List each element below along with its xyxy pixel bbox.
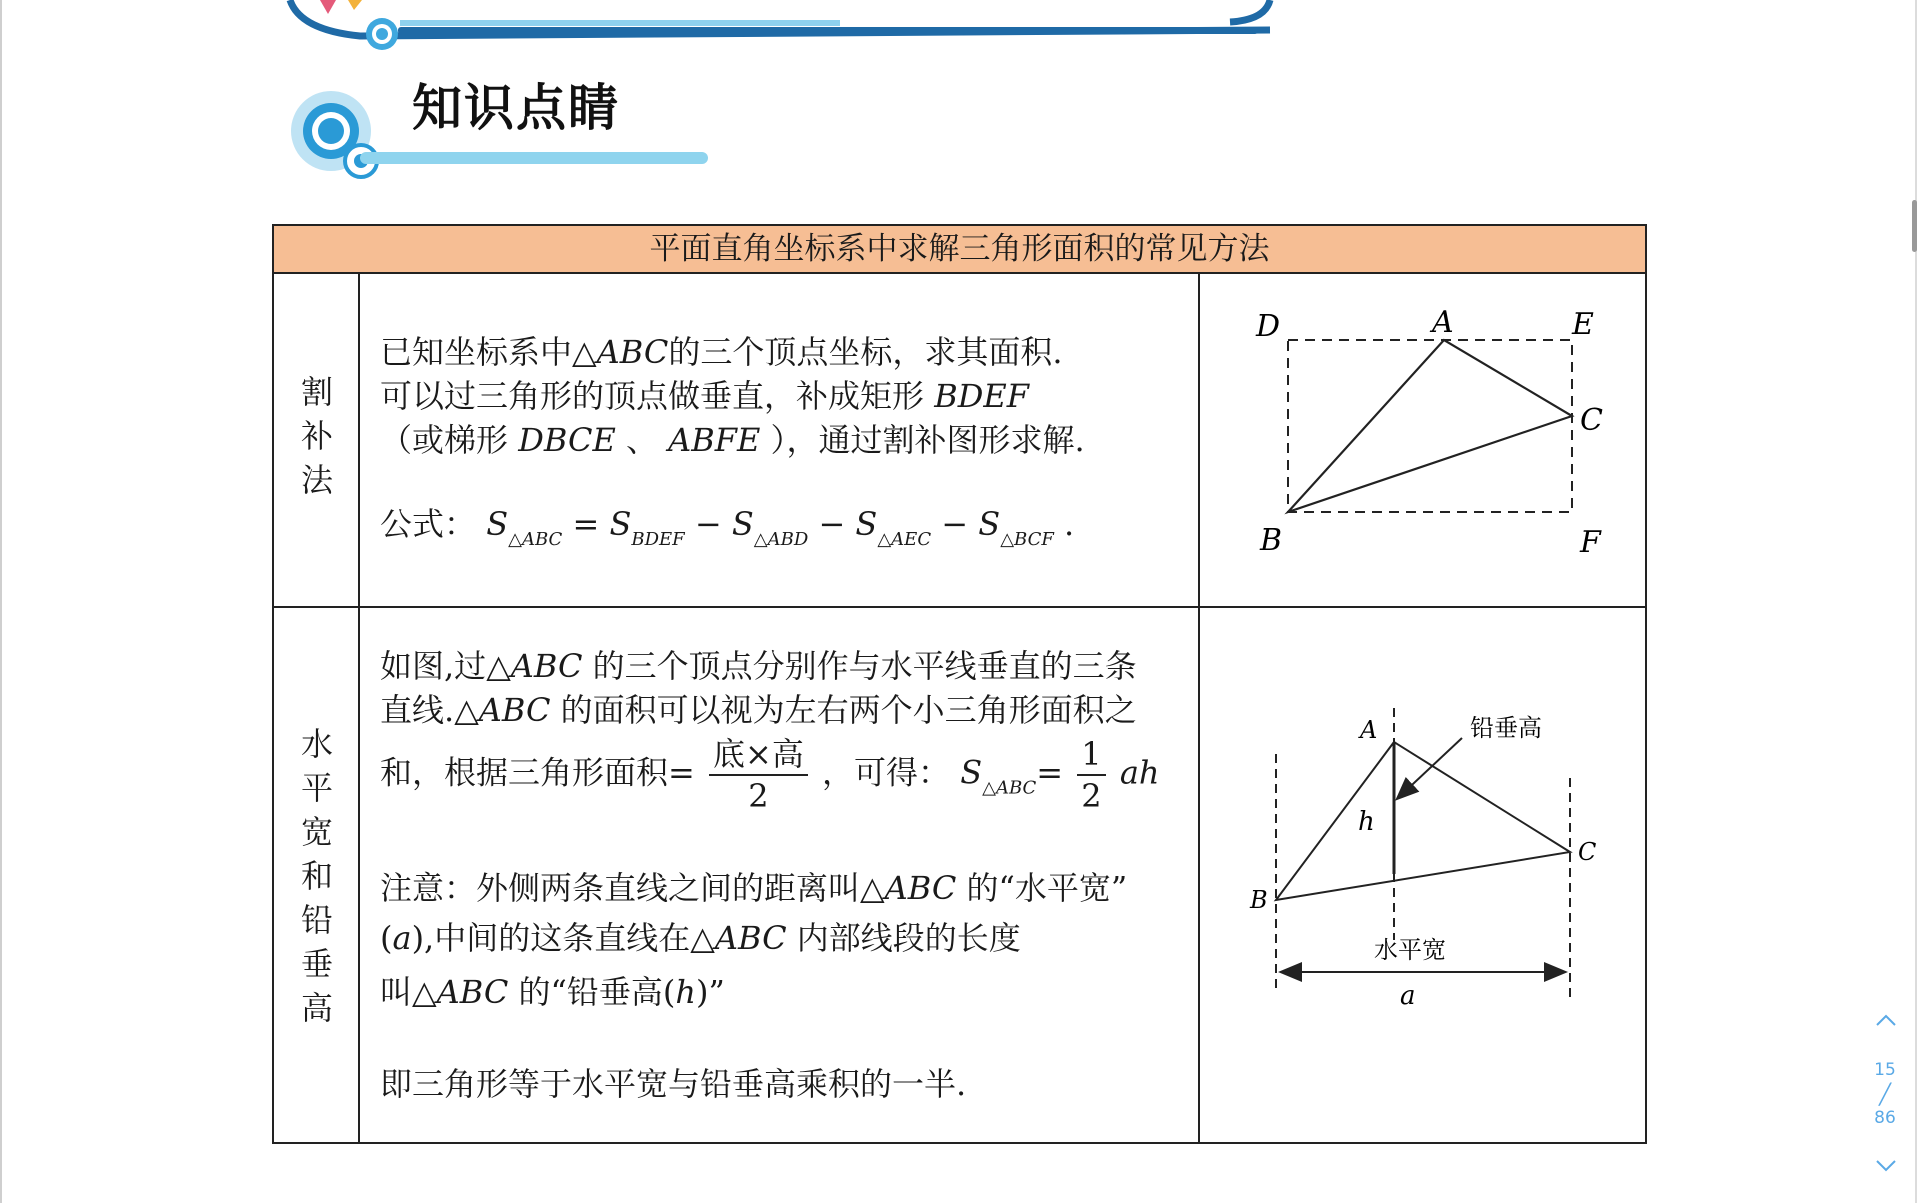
row2-note-line2: (a),中间的这条直线在△ABC 内部线段的长度 [380,919,1021,957]
fraction-one-half: $\frac{1}{2}$ [1077,734,1105,816]
point-label-c: C [1580,403,1603,438]
point-label-a: A [1360,716,1378,744]
point-label-b: B [1250,886,1268,914]
row2-note-line3: 叫△ABC 的“铅垂高(h)” [380,973,725,1011]
figure-horizontal-width-vertical-height [1200,608,1644,1142]
label-vertical-height: 铅垂高 [1470,714,1542,742]
row1-line2: 可以过三角形的顶点做垂直，补成矩形 BDEF [380,377,1029,415]
method-label-horizontal-width: 水 平 宽 和 铅 垂 高 [300,725,333,1027]
viewer-right-edge [1915,0,1917,1203]
header-banner-decoration [270,0,1290,60]
methods-table [272,224,1647,1144]
table-header: 平面直角坐标系中求解三角形面积的常见方法 [274,226,1645,274]
row1-formula: 公式： $S_{\triangle ABC} = S_{BDEF} - S_{\triangle ABD} - S_{\triangle AEC} - S_{\triangle BCF}$ . [380,505,1075,550]
point-label-e: E [1572,307,1594,342]
vertical-height-pointer-arrow [1398,738,1462,798]
page-title: 知识点睛 [412,79,620,137]
page-total: 86 [1874,1108,1896,1128]
chevron-down-icon[interactable] [1874,1158,1898,1174]
dashed-rectangle-bdef [1288,340,1572,512]
row2-conclusion: 即三角形等于水平宽与铅垂高乘积的一半. [380,1065,967,1103]
label-horizontal-width: 水平宽 [1374,936,1446,964]
point-label-c: C [1578,838,1597,866]
segment-label-a: a [1400,981,1416,1011]
row2-line2: 直线.△ABC 的面积可以视为左右两个小三角形面积之 [380,691,1137,729]
page-separator: ╱ [1878,1082,1892,1106]
method-label-cut-fill: 割 补 法 [300,373,333,499]
figure-cut-fill-rectangle [1200,274,1644,604]
segment-label-h: h [1358,807,1375,837]
triangle-abc [1276,742,1570,900]
target-icon [286,84,386,184]
point-label-f: F [1580,525,1601,560]
point-label-b: B [1260,523,1283,558]
viewer-left-edge [0,0,2,1203]
row2-note-line1: 注意：外侧两条直线之间的距离叫△ABC 的“水平宽” [380,869,1128,907]
fraction-base-height: $\frac{\text{底×高}}{2}$ [709,734,808,816]
point-label-a: A [1432,305,1454,340]
row1-line3: （或梯形 DBCE 、 ABFE ），通过割补图形求解. [380,421,1085,459]
triangle-abc [1288,340,1572,512]
chevron-up-icon[interactable] [1874,1012,1898,1028]
column-divider [358,272,360,1142]
point-label-d: D [1256,309,1281,344]
title-underline [360,152,708,164]
scrollbar-thumb[interactable] [1912,200,1917,252]
row1-line1: 已知坐标系中△ABC的三个顶点坐标，求其面积. [380,333,1063,371]
page-current: 15 [1874,1060,1896,1080]
row2-line1: 如图,过△ABC 的三个顶点分别作与水平线垂直的三条 [380,647,1137,685]
row2-area-formula: 和，根据三角形面积= $\frac{\text{底×高}}{2}$ ，可得： $S_{\triangle ABC}=$ $\frac{1}{2}$ ah [380,735,1160,815]
